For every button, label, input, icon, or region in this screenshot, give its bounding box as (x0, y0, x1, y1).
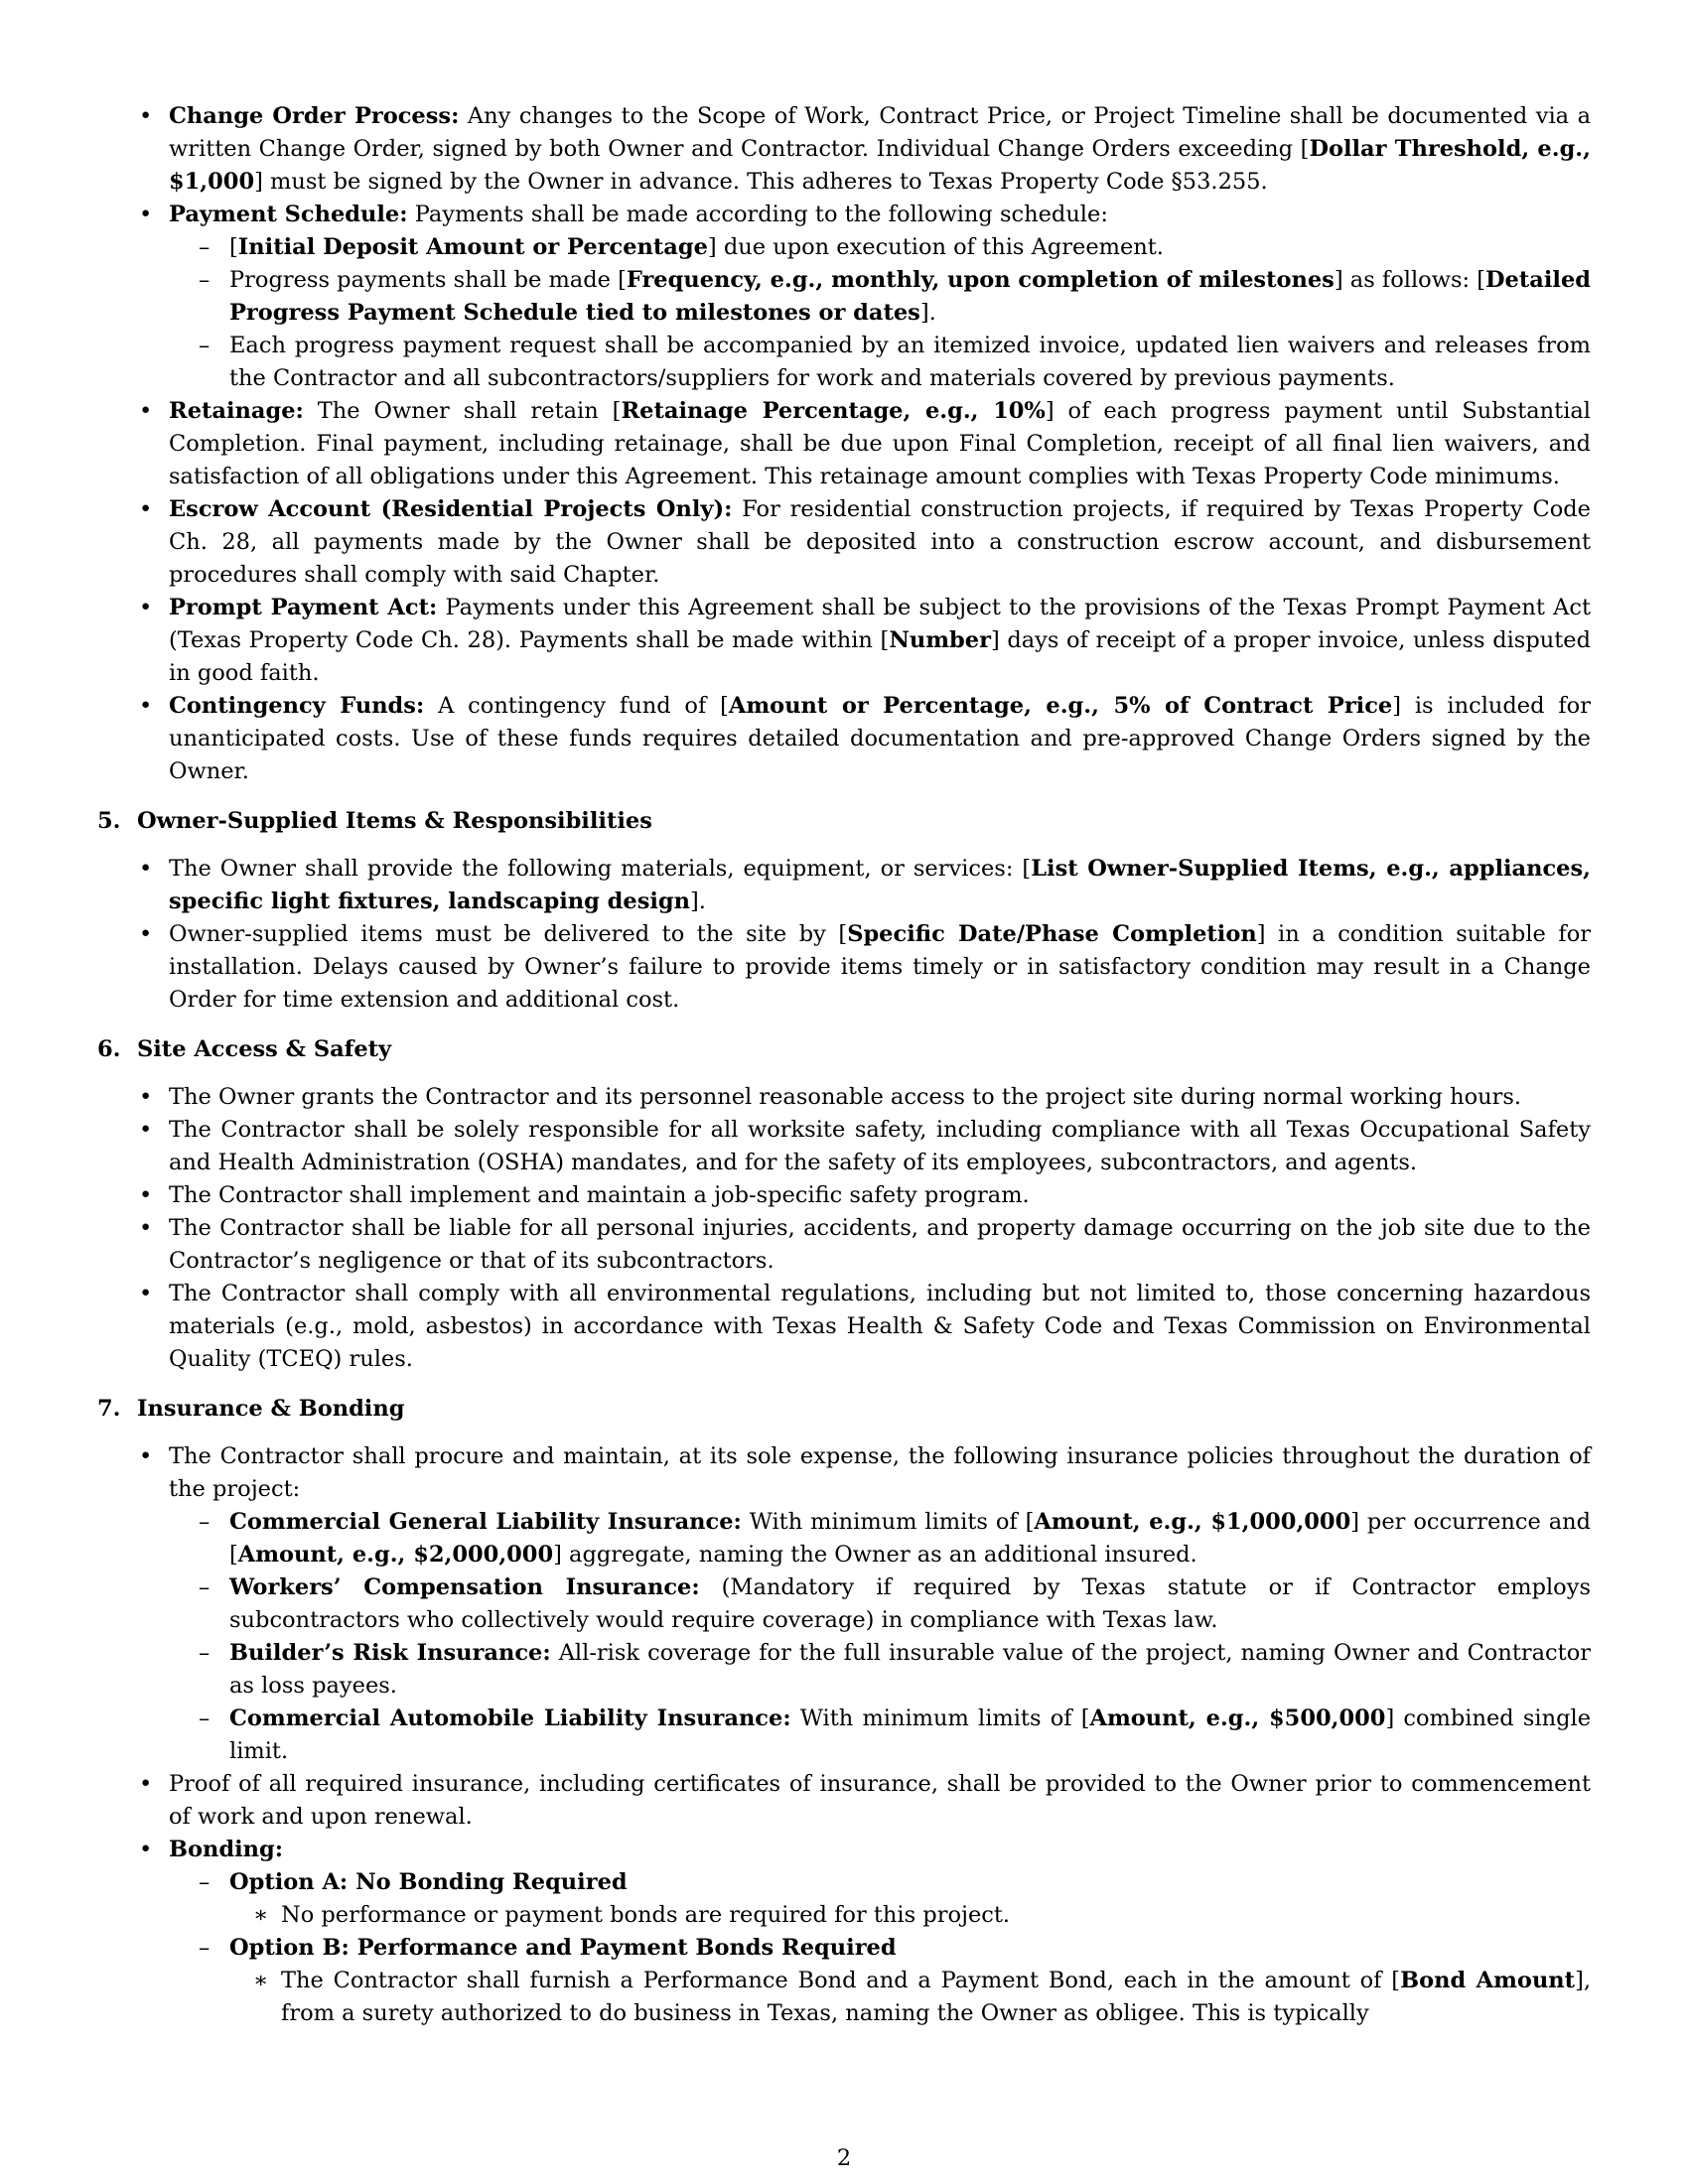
insurance-policies-sublist (169, 1506, 1591, 1768)
list-item: • The Contractor shall implement and maintain a job-specific safety program. (97, 1179, 1591, 1212)
list-item: • Change Order Process: Any changes to the Scope of Work, Contract Price, or Project Timeline shall be documented via a written Change Order, signed by both Owner and Contractor. Individual Change Orders exceeding [Dollar Threshold, e.g., $1,000] must be signed by the Owner in advance. This adheres to Texas Property Code §53.255. (97, 100, 1591, 199)
payment-schedule-sublist (169, 231, 1591, 395)
option-a-details (229, 1899, 1591, 1932)
list-item: • The Contractor shall be solely responsible for all worksite safety, including compliance with all Texas Occupational Safety and Health Administration (OSHA) mandates, and for the safety of its employees, subcontractors, and agents. (97, 1114, 1591, 1179)
list-item: • Payment Schedule: Payments shall be made according to the following schedule: – [Initial Deposit Amount or Percentage] due upon execution of this Agreement. – Progress payments shall be made [Frequency, e.g., monthly, upon completion of milestones] as follows: [Detailed Progress Payment Schedule tied to milestones or dates]. – Each progress payment request shall be accompanied by an itemized invoice, updated lien waivers and releases from the Contractor and all subcontractors/suppliers for work and materials covered by previous payments. (97, 199, 1591, 395)
list-item: – Option B: Performance and Payment Bonds Required ∗ The Contractor shall furnish a Performance Bond and a Payment Bond, each in the amount of [Bond Amount], from a surety authorized to do business in Texas, naming the Owner as obligee. This is typically (169, 1932, 1591, 2030)
list-item: – Builder’s Risk Insurance: All-risk coverage for the full insurable value of the project, naming Owner and Contractor as loss payees. (169, 1637, 1591, 1703)
list-item: • Prompt Payment Act: Payments under this Agreement shall be subject to the provisions of the Texas Prompt Payment Act (Texas Property Code Ch. 28). Payments shall be made within [Number] days of receipt of a proper invoice, unless disputed in good faith. (97, 592, 1591, 690)
list-item: – Progress payments shall be made [Frequency, e.g., monthly, upon completion of milestones] as follows: [Detailed Progress Payment Schedule tied to milestones or dates]. (169, 264, 1591, 330)
list-item: • Bonding: – Option A: No Bonding Required ∗ No performance or payment bonds are required for this project. – Option B: Performance and Payment Bonds Required ∗ The Contractor shall furnish a Performance Bond and a Payment Bond, each in the amount of [Bond Amount], from a surety authorized to do business in Texas, naming the Owner as obligee. This is typically (97, 1834, 1591, 2030)
list-item: • The Owner shall provide the following materials, equipment, or services: [List Owner-Supplied Items, e.g., appliances, specific light fixtures, landscaping design]. (97, 853, 1591, 918)
list-item: – Commercial General Liability Insurance: With minimum limits of [Amount, e.g., $1,000,000] per occurrence and [Amount, e.g., $2,000,000] aggregate, naming the Owner as an additional insured. (169, 1506, 1591, 1571)
page-number: 2 (836, 2145, 852, 2171)
list-item: • Escrow Account (Residential Projects Only): For residential construction projects, if required by Texas Property Code Ch. 28, all payments made by the Owner shall be deposited into a construction escrow account, and disbursement procedures shall comply with said Chapter. (97, 493, 1591, 592)
list-item: – Workers’ Compensation Insurance: (Mandatory if required by Texas statute or if Contractor employs subcontractors who collectively would require coverage) in compliance with Texas law. (169, 1571, 1591, 1637)
list-item: • Retainage: The Owner shall retain [Retainage Percentage, e.g., 10%] of each progress payment until Substantial Completion. Final payment, including retainage, shall be due upon Final Completion, receipt of all final lien waivers, and satisfaction of all obligations under this Agreement. This retainage amount complies with Texas Property Code minimums. (97, 395, 1591, 493)
site-safety-list (97, 1081, 1591, 1376)
list-item: – Commercial Automobile Liability Insurance: With minimum limits of [Amount, e.g., $500,000] combined single limit. (169, 1703, 1591, 1768)
list-item: • The Contractor shall procure and maintain, at its sole expense, the following insurance policies throughout the duration of the project: – Commercial General Liability Insurance: With minimum limits of [Amount, e.g., $1,000,000] per occurrence and [Amount, e.g., $2,000,000] aggregate, naming the Owner as an additional insured. – Workers’ Compensation Insurance: (Mandatory if required by Texas statute or if Contractor employs subcontractors who collectively would require coverage) in compliance with Texas law. – Builder’s Risk Insurance: All-risk coverage for the full insurable value of the project, naming Owner and Contractor as loss payees. – Commercial Automobile Liability Insurance: With minimum limits of [Amount, e.g., $500,000] combined single limit. (97, 1440, 1591, 1768)
owner-supplied-list (97, 853, 1591, 1017)
bonding-options-sublist (169, 1866, 1591, 2030)
option-b-details (229, 1965, 1591, 2030)
list-item: • The Contractor shall be liable for all personal injuries, accidents, and property damage occurring on the job site due to the Contractor’s negligence or that of its subcontractors. (97, 1212, 1591, 1278)
list-item: – Option A: No Bonding Required ∗ No performance or payment bonds are required for this project. (169, 1866, 1591, 1932)
list-item: • The Owner grants the Contractor and its personnel reasonable access to the project site during normal working hours. (97, 1081, 1591, 1114)
section-heading-5: 5. Owner-Supplied Items & Responsibilities (97, 808, 652, 834)
list-item: • Contingency Funds: A contingency fund of [Amount or Percentage, e.g., 5% of Contract Price] is included for unanticipated costs. Use of these funds requires detailed documentation and pre-approved Change Orders signed by the Owner. (97, 690, 1591, 788)
page-content (97, 100, 1591, 2030)
list-item: • Owner-supplied items must be delivered to the site by [Specific Date/Phase Completion] in a condition suitable for installation. Delays caused by Owner’s failure to provide items timely or in satisfactory condition may result in a Change Order for time extension and additional cost. (97, 918, 1591, 1017)
section-heading-6: 6. Site Access & Safety (97, 1036, 392, 1062)
list-item: – [Initial Deposit Amount or Percentage] due upon execution of this Agreement. (169, 231, 1591, 264)
payment-terms-list (97, 100, 1591, 788)
list-item: • Proof of all required insurance, including certificates of insurance, shall be provided to the Owner prior to commencement of work and upon renewal. (97, 1768, 1591, 1834)
list-item: • The Contractor shall comply with all environmental regulations, including but not limited to, those concerning hazardous materials (e.g., mold, asbestos) in accordance with Texas Health & Safety Code and Texas Commission on Environmental Quality (TCEQ) rules. (97, 1278, 1591, 1376)
section-heading-7: 7. Insurance & Bonding (97, 1396, 405, 1422)
list-item: – Each progress payment request shall be accompanied by an itemized invoice, updated lien waivers and releases from the Contractor and all subcontractors/suppliers for work and materials covered by previous payments. (169, 330, 1591, 395)
insurance-list (97, 1440, 1591, 2030)
list-item: ∗ No performance or payment bonds are required for this project. (229, 1899, 1591, 1932)
list-item: ∗ The Contractor shall furnish a Performance Bond and a Payment Bond, each in the amount of [Bond Amount], from a surety authorized to do business in Texas, naming the Owner as obligee. This is typically (229, 1965, 1591, 2030)
